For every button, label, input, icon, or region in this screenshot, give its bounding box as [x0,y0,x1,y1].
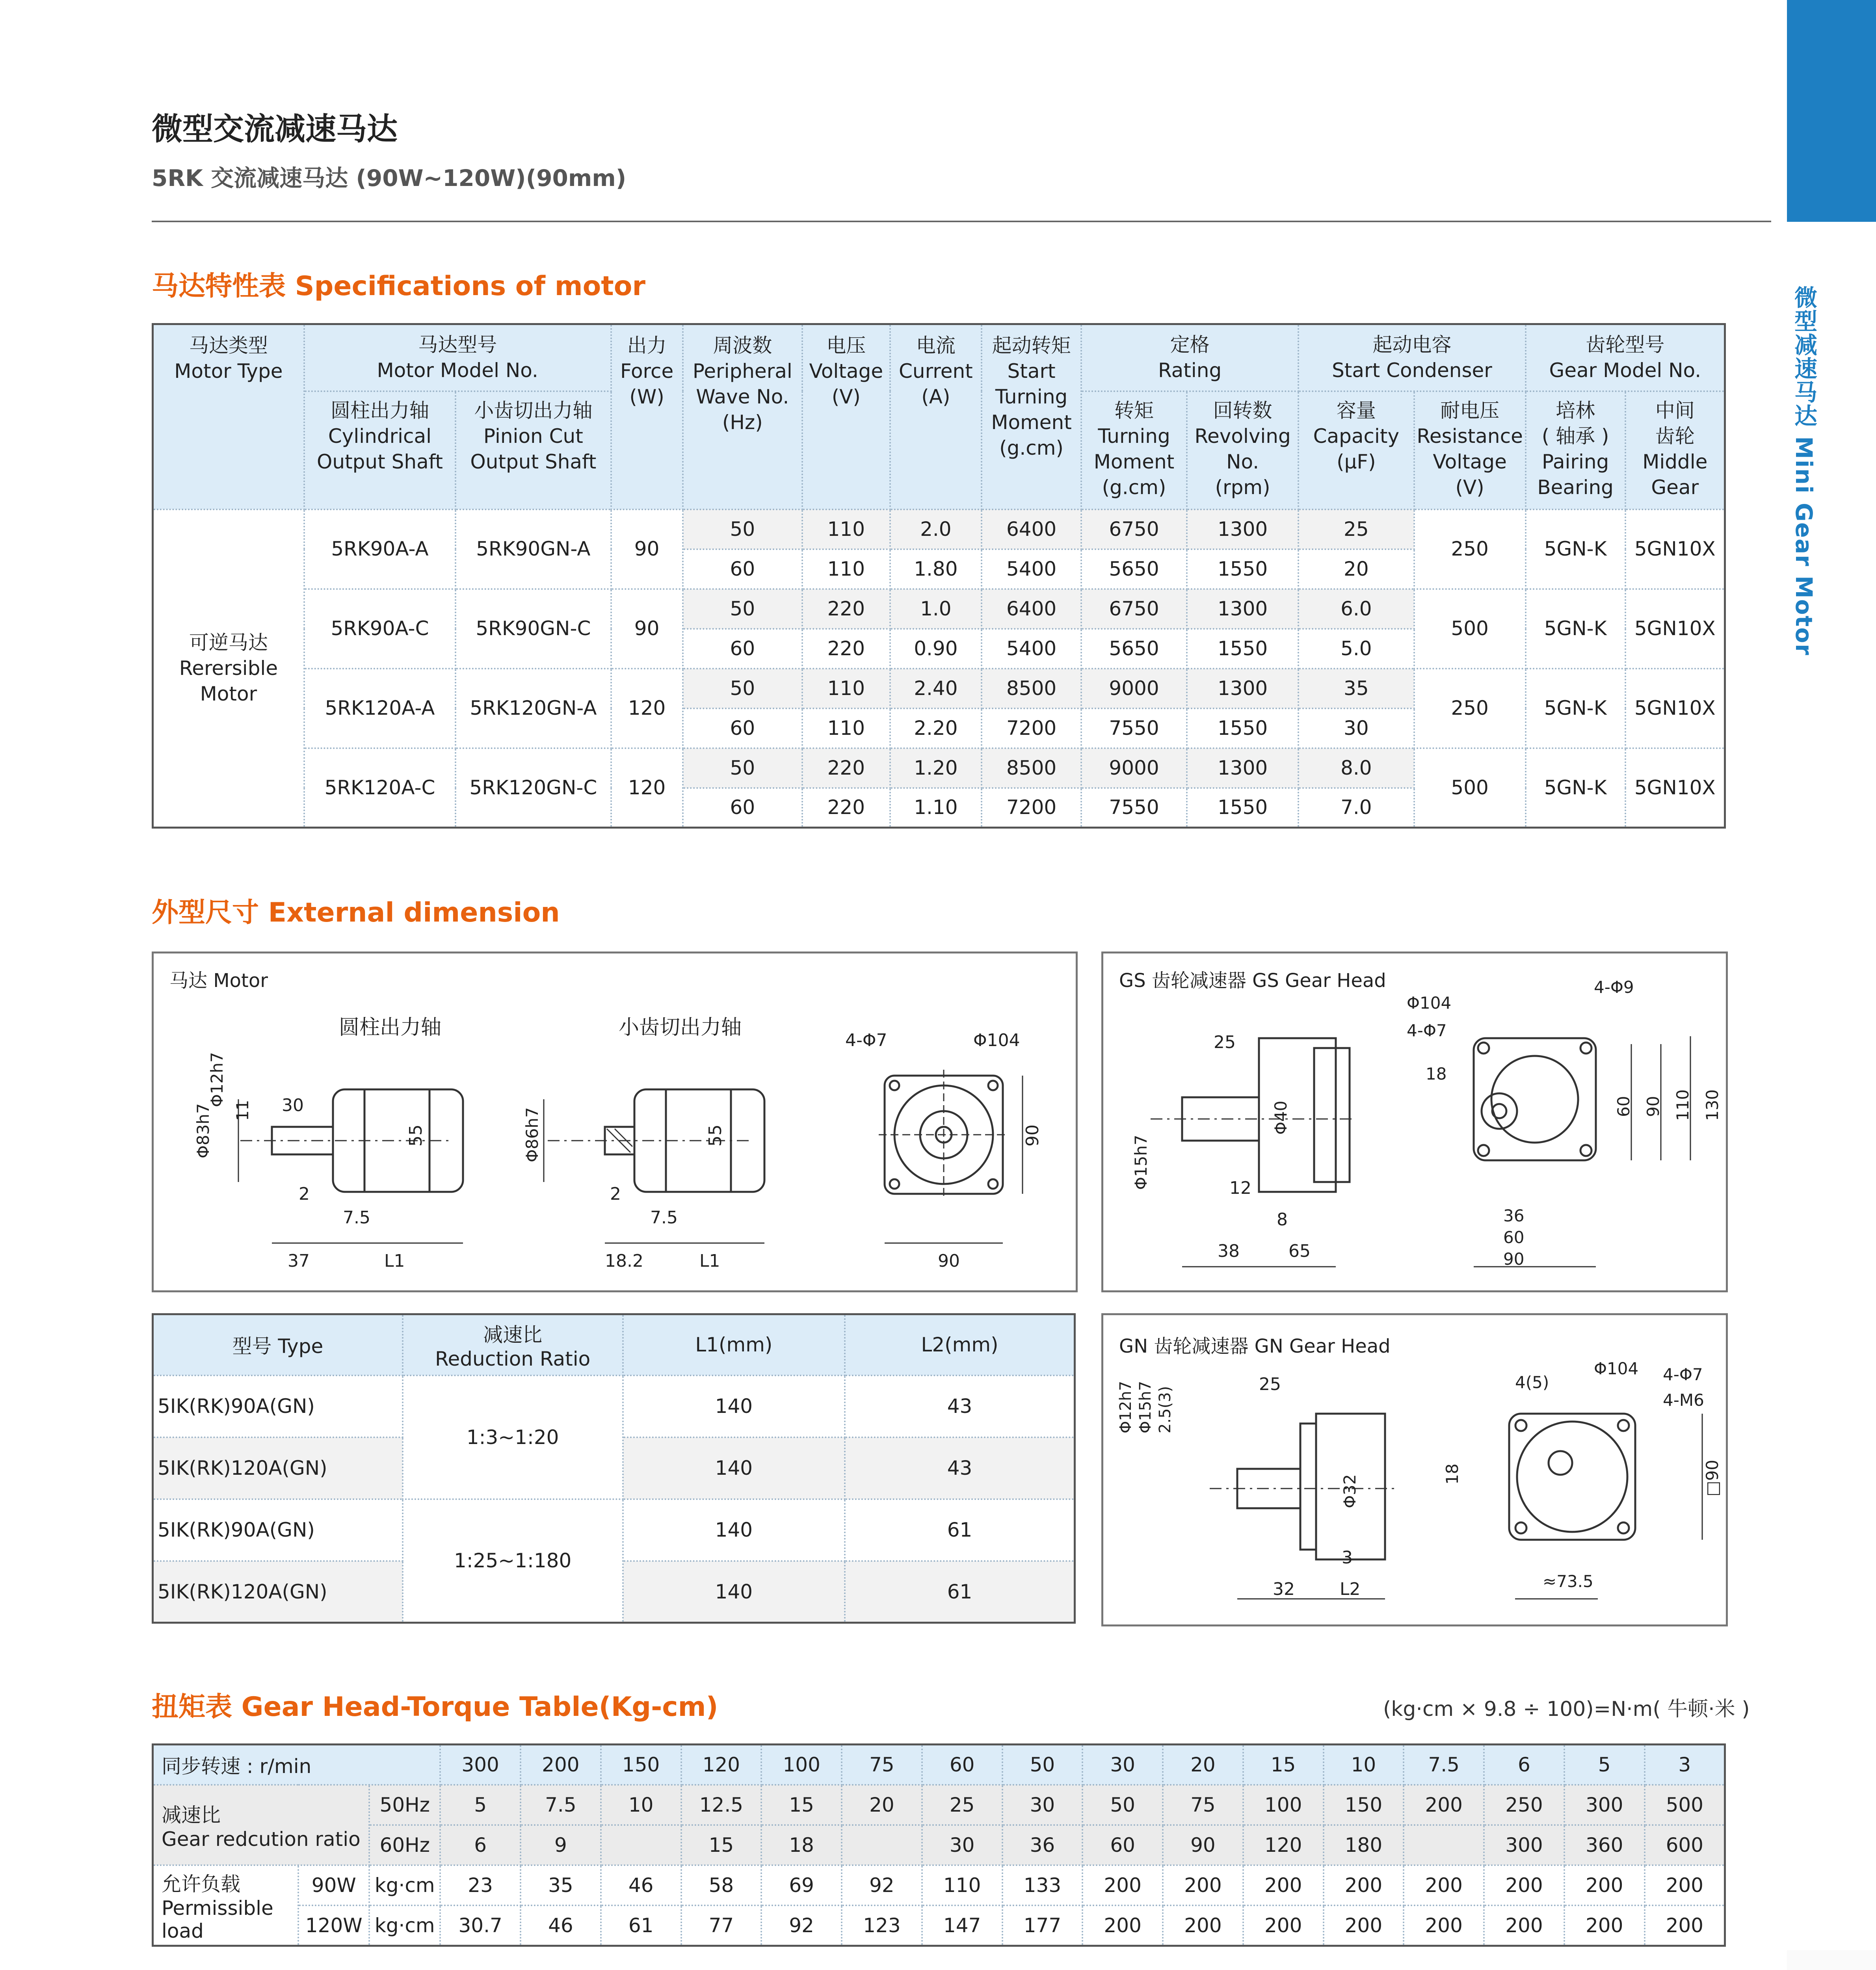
dim-phi15: Φ15h7 [1136,1381,1155,1433]
header-rule [152,221,1771,222]
load-cell: 92 [761,1905,842,1946]
cell: 1300 [1187,669,1298,708]
load-cell: 200 [1243,1865,1324,1905]
motor-type-cell: 可逆马达 Rerersible Motor [153,509,304,828]
motor-label: 马达 Motor [169,970,268,992]
red-type: 5IK(RK)90A(GN) [153,1499,403,1561]
hdr-revolving: 回转数 Revolving No. (rpm) [1187,391,1298,509]
w90-label: 90W [298,1865,369,1905]
ratio-cell: 9 [521,1825,601,1865]
dim-l1b: L1 [699,1251,720,1271]
cell: 2.40 [890,669,982,708]
model-cyl: 5RK90A-A [304,509,456,589]
red-l2: 61 [845,1561,1075,1623]
reduction-table [152,1313,1076,1624]
dim-38: 38 [1218,1241,1240,1261]
force-cell: 120 [611,748,683,828]
dim-phi104: Φ104 [1594,1359,1639,1378]
gs-label: GS 齿轮减速器 GS Gear Head [1119,970,1386,992]
ratio-cell: 200 [1404,1785,1484,1825]
dim-hole7: 4-Φ7 [1663,1365,1703,1384]
red-l1: 140 [623,1375,845,1437]
cell: 7550 [1081,708,1187,748]
cell: 1300 [1187,748,1298,788]
load-cell: 200 [1243,1905,1324,1946]
torque-table [152,1743,1726,1947]
model-cyl: 5RK120A-A [304,669,456,748]
dim-phi104: Φ104 [1407,993,1452,1013]
load-cell: 200 [1404,1865,1484,1905]
red-hdr-l1: L1(mm) [623,1314,845,1375]
hdr-gear-model: 齿轮型号 Gear Model No. [1526,324,1725,391]
dim-4-5: 4(5) [1515,1373,1549,1392]
dim-phi86: Φ86h7 [522,1107,542,1162]
ratio-cell: 300 [1484,1825,1564,1865]
dim-3: 3 [1342,1548,1353,1568]
ratio-cell: 100 [1243,1785,1324,1825]
side-tab-block [1787,0,1876,222]
cell: 110 [802,509,890,549]
cell: 7550 [1081,788,1187,828]
ratio-cell: 50 [1082,1785,1163,1825]
unit-label: kg·cm [369,1905,440,1946]
hdr-turning: 转矩 Turning Moment (g.cm) [1081,391,1187,509]
load-cell: 110 [922,1865,1002,1905]
cell: 50 [683,589,802,629]
model-pinion: 5RK90GN-C [456,589,611,669]
cell: 9000 [1081,748,1187,788]
hz50-label: 50Hz [369,1785,440,1825]
cell: 25 [1298,509,1414,549]
cell: 220 [802,788,890,828]
dim-18: 18 [1443,1463,1462,1485]
dim-18: 18 [1426,1064,1447,1084]
ratio-cell: 20 [842,1785,922,1825]
resist-cell: 500 [1414,748,1526,828]
ratio-cell: 15 [681,1825,762,1865]
red-hdr-type: 型号 Type [153,1314,403,1375]
dim-32: 32 [1273,1579,1295,1599]
force-cell: 120 [611,669,683,748]
speed-cell: 200 [521,1745,601,1785]
load-cell: 123 [842,1905,922,1946]
page-subtitle: 5RK 交流减速马达 (90W~120W)(90mm) [152,165,627,191]
dim-hole: 4-Φ7 [845,1030,887,1050]
dim-30: 30 [282,1095,304,1115]
dim-phi15: Φ15h7 [1131,1135,1151,1190]
dim-55: 55 [406,1124,426,1147]
cell: 8.0 [1298,748,1414,788]
speed-cell: 100 [761,1745,842,1785]
speed-cell: 15 [1243,1745,1324,1785]
pinion-shaft-label: 小齿切出力轴 [619,1016,742,1039]
ratio-cell: 300 [1564,1785,1645,1825]
dim-130: 130 [1703,1089,1722,1121]
cell: 8500 [982,748,1081,788]
load-cell: 200 [1564,1865,1645,1905]
ratio-cell: 10 [601,1785,681,1825]
cell: 60 [683,629,802,669]
cell: 1.0 [890,589,982,629]
load-cell: 30.7 [440,1905,521,1946]
middle-cell: 5GN10X [1625,669,1725,748]
resist-cell: 500 [1414,589,1526,669]
load-cell: 177 [1002,1905,1083,1946]
load-cell: 23 [440,1865,521,1905]
cell: 1550 [1187,788,1298,828]
load-cell: 46 [601,1865,681,1905]
load-cell: 200 [1163,1865,1243,1905]
torque-title: 扭矩表 Gear Head-Torque Table(Kg-cm) [152,1691,718,1723]
load-cell: 35 [521,1865,601,1905]
model-cyl: 5RK90A-C [304,589,456,669]
red-ratio: 1:25~1:180 [403,1499,623,1623]
dim-90h: 90 [1503,1249,1525,1269]
ratio-cell: 150 [1324,1785,1404,1825]
load-cell: 147 [922,1905,1002,1946]
hdr-force: 出力 Force (W) [611,324,683,509]
cell: 6750 [1081,589,1187,629]
hdr-capacity: 容量 Capacity (μF) [1298,391,1414,509]
dim-phi40: Φ40 [1271,1100,1290,1135]
bearing-cell: 5GN-K [1526,509,1625,589]
dim-hole7: 4-Φ7 [1407,1021,1447,1040]
cell: 1.20 [890,748,982,788]
cell: 1300 [1187,589,1298,629]
load-cell: 133 [1002,1865,1083,1905]
dim-25: 25 [1214,1032,1236,1052]
load-label: 允许负载 Permissible load [153,1865,299,1946]
speed-cell: 10 [1324,1745,1404,1785]
ext-title: 外型尺寸 External dimension [152,897,560,928]
ratio-cell: 75 [1163,1785,1243,1825]
ratio-cell: 600 [1645,1825,1725,1865]
speed-cell: 30 [1082,1745,1163,1785]
cell: 5650 [1081,629,1187,669]
side-tab-fade [1787,1950,1876,1970]
ratio-label: 减速比 Gear redcution ratio [153,1785,370,1865]
cell: 50 [683,748,802,788]
middle-cell: 5GN10X [1625,748,1725,828]
dim-37: 37 [288,1251,310,1271]
cell: 110 [802,549,890,589]
spec-table [152,323,1726,829]
cell: 7200 [982,788,1081,828]
side-tab-label: 微型减速马达 Mini Gear Motor [1790,286,1817,656]
dim-18-2: 18.2 [605,1251,643,1271]
cell: 5650 [1081,549,1187,589]
motor-drawing [154,953,1076,1290]
cell: 2.0 [890,509,982,549]
hdr-current: 电流 Current (A) [890,324,982,509]
ratio-cell: 25 [922,1785,1002,1825]
bearing-cell: 5GN-K [1526,589,1625,669]
dim-8: 8 [1277,1210,1288,1230]
load-cell: 200 [1404,1905,1484,1946]
force-cell: 90 [611,509,683,589]
dim-phi83: Φ83h7 [193,1103,213,1158]
cell: 1550 [1187,629,1298,669]
cell: 60 [683,708,802,748]
load-cell: 200 [1564,1905,1645,1946]
load-cell: 58 [681,1865,762,1905]
hdr-bearing: 培林 ( 轴承 ) Pairing Bearing [1526,391,1625,509]
dim-12: 12 [1229,1178,1251,1198]
cell: 9000 [1081,669,1187,708]
force-cell: 90 [611,589,683,669]
cell: 6.0 [1298,589,1414,629]
hz60-label: 60Hz [369,1825,440,1865]
cell: 1.80 [890,549,982,589]
ratio-cell: 30 [1002,1785,1083,1825]
load-cell: 200 [1484,1905,1564,1946]
cell: 110 [802,669,890,708]
speed-cell: 120 [681,1745,762,1785]
red-type: 5IK(RK)120A(GN) [153,1561,403,1623]
cell: 6400 [982,509,1081,549]
speed-cell: 7.5 [1404,1745,1484,1785]
speed-cell: 20 [1163,1745,1243,1785]
dim-phi12: Φ12h7 [1117,1381,1135,1433]
cell: 6750 [1081,509,1187,549]
page-title: 微型交流减速马达 [152,112,398,147]
ratio-cell: 36 [1002,1825,1083,1865]
bearing-cell: 5GN-K [1526,669,1625,748]
ratio-cell: 18 [761,1825,842,1865]
ratio-cell: 15 [761,1785,842,1825]
dim-7-5b: 7.5 [650,1208,678,1228]
model-cyl: 5RK120A-C [304,748,456,828]
unit-label: kg·cm [369,1865,440,1905]
bearing-cell: 5GN-K [1526,748,1625,828]
load-cell: 200 [1082,1905,1163,1946]
cell: 2.20 [890,708,982,748]
speed-cell: 75 [842,1745,922,1785]
dim-phi12: Φ12h7 [207,1052,227,1107]
red-hdr-l2: L2(mm) [845,1314,1075,1375]
red-hdr-ratio: 减速比 Reduction Ratio [403,1314,623,1375]
cell: 1550 [1187,708,1298,748]
cell: 5400 [982,629,1081,669]
dim-73-5: ≈73.5 [1543,1572,1593,1591]
gn-label: GN 齿轮减速器 GN Gear Head [1119,1335,1391,1357]
model-pinion: 5RK90GN-A [456,509,611,589]
gs-drawing [1103,953,1726,1290]
red-l1: 140 [623,1437,845,1499]
note-cn [152,1966,1728,1970]
load-cell: 200 [1645,1905,1725,1946]
speed-cell: 3 [1645,1745,1725,1785]
cell: 5.0 [1298,629,1414,669]
red-l2: 43 [845,1375,1075,1437]
hdr-middle: 中间 齿轮 Middle Gear [1625,391,1725,509]
speed-label: 同步转速 : r/min [153,1745,441,1785]
cell: 1.10 [890,788,982,828]
cell: 50 [683,509,802,549]
torque-formula: (kg·cm × 9.8 ÷ 100)=N·m( 牛顿·米 ) [1383,1697,1750,1721]
hdr-start-moment: 起动转矩 Start Turning Moment (g.cm) [982,324,1081,509]
hdr-model: 马达型号 Motor Model No. [304,324,611,391]
dim-phi104: Φ104 [973,1030,1020,1050]
cell: 50 [683,669,802,708]
hdr-rating: 定格 Rating [1081,324,1298,391]
dim-m6: 4-M6 [1663,1390,1704,1410]
load-cell: 200 [1324,1905,1404,1946]
cell: 7.0 [1298,788,1414,828]
dim-2-5: 2.5(3) [1156,1386,1174,1433]
cell: 20 [1298,549,1414,589]
load-cell: 61 [601,1905,681,1946]
resist-cell: 250 [1414,509,1526,589]
ratio-cell [1404,1825,1484,1865]
dim-36: 36 [1503,1206,1525,1225]
dim-90v: 90 [1644,1096,1663,1117]
cell: 7200 [982,708,1081,748]
ratio-cell: 90 [1163,1825,1243,1865]
dim-55b: 55 [705,1124,725,1147]
speed-cell: 300 [440,1745,521,1785]
cell: 220 [802,589,890,629]
dim-90v: 90 [1023,1124,1043,1147]
hdr-cyl: 圆柱出力轴 Cylindrical Output Shaft [304,391,456,509]
ratio-cell [601,1825,681,1865]
dim-65: 65 [1288,1241,1311,1261]
cell: 1300 [1187,509,1298,549]
cell: 60 [683,549,802,589]
model-pinion: 5RK120GN-C [456,748,611,828]
dim-60h: 60 [1503,1228,1525,1247]
speed-cell: 5 [1564,1745,1645,1785]
ratio-cell: 5 [440,1785,521,1825]
load-cell: 69 [761,1865,842,1905]
dim-2b: 2 [610,1184,621,1204]
cell: 5400 [982,549,1081,589]
ratio-cell: 7.5 [521,1785,601,1825]
ratio-cell: 12.5 [681,1785,762,1825]
ratio-cell [842,1825,922,1865]
dim-phi32: Φ32 [1340,1474,1359,1508]
cell: 30 [1298,708,1414,748]
red-ratio: 1:3~1:20 [403,1375,623,1499]
cell: 220 [802,629,890,669]
dim-60v: 60 [1614,1096,1633,1117]
load-cell: 46 [521,1905,601,1946]
w120-label: 120W [298,1905,369,1946]
model-pinion: 5RK120GN-A [456,669,611,748]
ratio-cell: 60 [1082,1825,1163,1865]
load-cell: 200 [1645,1865,1725,1905]
ratio-cell: 120 [1243,1825,1324,1865]
ratio-cell: 6 [440,1825,521,1865]
load-cell: 200 [1082,1865,1163,1905]
red-l1: 140 [623,1561,845,1623]
speed-cell: 6 [1484,1745,1564,1785]
dim-11: 11 [233,1100,252,1121]
load-cell: 77 [681,1905,762,1946]
gs-drawing-box [1101,952,1728,1292]
speed-cell: 60 [922,1745,1002,1785]
cyl-shaft-label: 圆柱出力轴 [339,1016,442,1039]
middle-cell: 5GN10X [1625,509,1725,589]
dim-25: 25 [1259,1374,1281,1394]
hdr-resistance: 耐电压 Resistance Voltage (V) [1414,391,1526,509]
dim-7-5: 7.5 [343,1208,370,1228]
load-cell: 200 [1484,1865,1564,1905]
cell: 1550 [1187,549,1298,589]
cell: 60 [683,788,802,828]
middle-cell: 5GN10X [1625,589,1725,669]
cell: 8500 [982,669,1081,708]
red-type: 5IK(RK)90A(GN) [153,1375,403,1437]
dim-90h: 90 [938,1251,960,1271]
cell: 110 [802,708,890,748]
ratio-cell: 500 [1645,1785,1725,1825]
motor-drawing-box [152,952,1078,1292]
hdr-motor-type: 马达类型 Motor Type [153,324,304,509]
cell: 6400 [982,589,1081,629]
red-l2: 61 [845,1499,1075,1561]
speed-cell: 50 [1002,1745,1083,1785]
ratio-cell: 360 [1564,1825,1645,1865]
dim-sq90: □90 [1703,1459,1722,1496]
load-cell: 200 [1324,1865,1404,1905]
cell: 220 [802,748,890,788]
resist-cell: 250 [1414,669,1526,748]
cell: 35 [1298,669,1414,708]
hdr-condenser: 起动电容 Start Condenser [1298,324,1525,391]
ratio-cell: 180 [1324,1825,1404,1865]
speed-cell: 150 [601,1745,681,1785]
hdr-pinion: 小齿切出力轴 Pinion Cut Output Shaft [456,391,611,509]
red-l1: 140 [623,1499,845,1561]
gn-drawing-box [1101,1313,1728,1626]
ratio-cell: 30 [922,1825,1002,1865]
cell: 0.90 [890,629,982,669]
dim-2: 2 [299,1184,310,1204]
dim-hole9: 4-Φ9 [1594,978,1634,997]
dim-110: 110 [1673,1089,1692,1121]
load-cell: 200 [1163,1905,1243,1946]
red-type: 5IK(RK)120A(GN) [153,1437,403,1499]
load-cell: 92 [842,1865,922,1905]
dim-l1: L1 [384,1251,405,1271]
dim-l2: L2 [1340,1579,1361,1599]
ratio-cell: 250 [1484,1785,1564,1825]
spec-title: 马达特性表 Specifications of motor [152,271,646,302]
hdr-voltage: 电压 Voltage (V) [802,324,890,509]
hdr-wave: 周波数 Peripheral Wave No. (Hz) [683,324,802,509]
red-l2: 43 [845,1437,1075,1499]
gn-drawing [1103,1315,1726,1624]
